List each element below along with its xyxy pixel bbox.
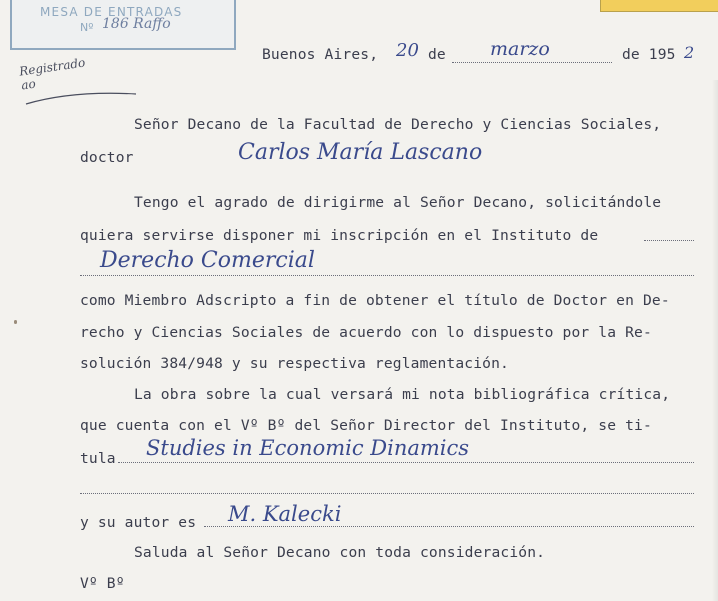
addressee-name: Carlos María Lascano — [238, 140, 483, 165]
body-line-3: como Miembro Adscripto a fin de obtener el título de Doctor en De- — [80, 292, 670, 309]
stamp-number-label: Nº — [80, 21, 94, 34]
margin-dot — [14, 320, 17, 324]
author-name: M. Kalecki — [228, 502, 342, 526]
reception-stamp — [10, 0, 236, 50]
stamp-title: MESA DE ENTRADAS — [40, 5, 183, 19]
addressee-title: doctor — [80, 149, 134, 166]
institute-dots — [80, 275, 694, 276]
body-line-7: que cuenta con el Vº Bº del Señor Director del Instituto, se ti- — [80, 417, 652, 434]
right-edge-shadow — [712, 80, 718, 601]
work-title: Studies in Economic Dinamics — [146, 436, 470, 460]
yellow-tab — [600, 0, 718, 12]
addressee-line: Señor Decano de la Facultad de Derecho y Ciencias Sociales, — [134, 116, 662, 133]
blank-line-dots — [80, 493, 694, 494]
body-line-8-prefix: tula — [80, 450, 116, 467]
body-line-2-dots — [644, 240, 694, 241]
closing-line: Saluda al Señor Decano con toda consideración. — [134, 544, 546, 561]
author-dots — [204, 526, 694, 527]
date-day: 20 — [396, 40, 419, 61]
work-title-dots — [118, 462, 694, 463]
date-connector-1: de — [428, 46, 446, 63]
body-line-4: recho y Ciencias Sociales de acuerdo con lo dispuesto por la Re- — [80, 324, 652, 341]
date-connector-2: de 195 — [622, 46, 676, 63]
date-month: marzo — [490, 38, 550, 60]
stamp-number-handwritten: 186 Raffo — [102, 16, 171, 32]
date-year-digit: 2 — [684, 43, 695, 62]
body-line-2: quiera servirse disponer mi inscripción en el Instituto de — [80, 227, 599, 244]
institute-name: Derecho Comercial — [100, 248, 315, 273]
vobo-label: Vº Bº — [80, 575, 125, 592]
date-place: Buenos Aires, — [262, 46, 379, 63]
body-line-1: Tengo el agrado de dirigirme al Señor Decano, solicitándole — [134, 194, 662, 211]
body-line-6: La obra sobre la cual versará mi nota bibliográfica crítica, — [134, 386, 671, 403]
author-prefix: y su autor es — [80, 514, 197, 531]
margin-underline — [20, 86, 140, 110]
date-month-dots — [452, 62, 612, 63]
margin-note: Registrado ao — [18, 55, 87, 93]
body-line-5: solución 384/948 y su respectiva reglamentación. — [80, 355, 509, 372]
